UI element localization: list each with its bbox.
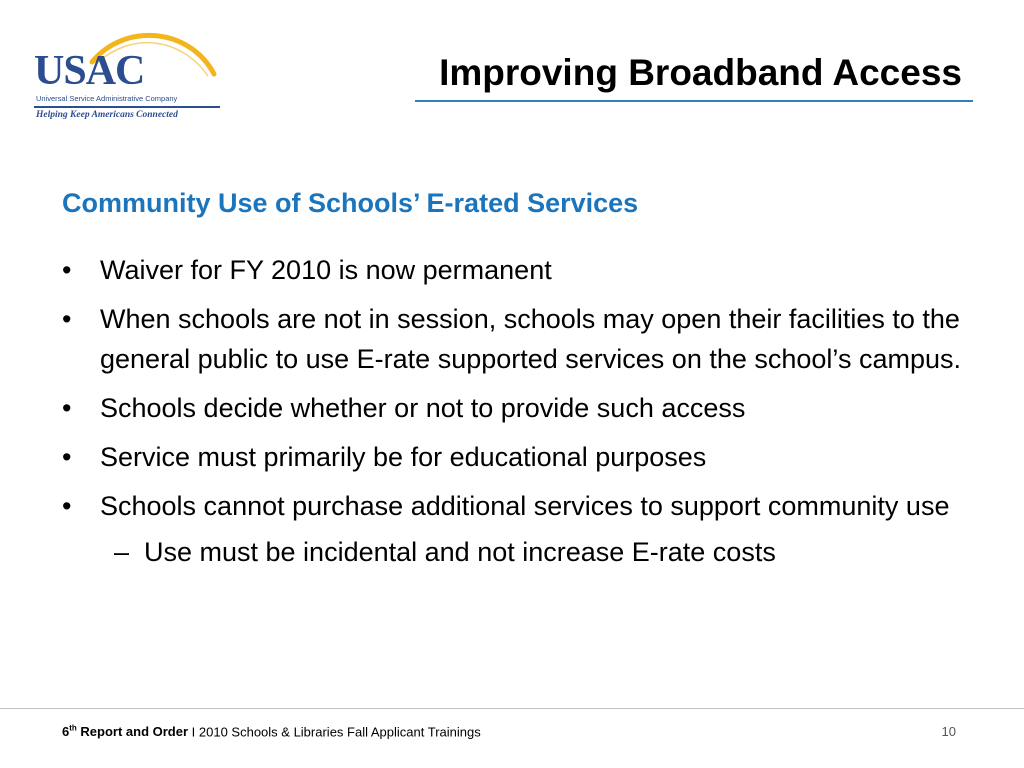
logo-company-name: Universal Service Administrative Company <box>36 94 178 103</box>
sub-bullet-item <box>62 532 962 572</box>
slide-title: Improving Broadband Access <box>439 52 962 93</box>
bullet-icon: • <box>62 393 72 423</box>
bullet-item <box>62 388 962 428</box>
footer-report-number: 6 <box>62 724 70 740</box>
bullet-icon: • <box>62 255 72 285</box>
bullet-icon: • <box>62 442 72 472</box>
logo-tagline: Helping Keep Americans Connected <box>36 110 178 120</box>
footer-report-suffix: th <box>69 724 77 733</box>
bullet-text: Waiver for FY 2010 is now permanent <box>100 255 552 285</box>
bullet-icon: • <box>62 491 72 521</box>
sub-bullet-text: Use must be incidental and not increase E-rate costs <box>144 537 776 567</box>
bullet-item <box>62 299 962 379</box>
bullet-list <box>62 250 962 572</box>
bullet-text: Service must primarily be for educational purposes <box>100 442 707 472</box>
bullet-item <box>62 437 962 477</box>
bullet-text: Schools decide whether or not to provide such access <box>100 393 746 423</box>
page-number: 10 <box>941 724 956 739</box>
footer-text <box>62 724 481 739</box>
bullet-icon: • <box>62 304 72 334</box>
bullet-item <box>62 486 962 526</box>
logo-divider <box>34 106 220 108</box>
bullet-item <box>62 250 962 290</box>
bullet-text: Schools cannot purchase additional services to support community use <box>100 491 950 521</box>
footer-divider <box>0 708 1024 709</box>
footer-report-title <box>62 724 188 739</box>
footer-separator: I <box>188 724 199 740</box>
logo-wordmark: USAC <box>34 48 145 94</box>
usac-logo <box>30 30 220 125</box>
footer-report-rest: Report and Order <box>76 724 189 740</box>
footer-training: 2010 Schools & Libraries Fall Applicant Trainings <box>198 724 481 740</box>
title-underline <box>415 100 973 102</box>
bullet-text: When schools are not in session, schools may open their facilities to the general public to use E-rate supported services on the school’s campus. <box>100 304 961 374</box>
slide-subtitle: Community Use of Schools’ E-rated Services <box>62 188 639 218</box>
dash-icon: – <box>114 537 130 567</box>
